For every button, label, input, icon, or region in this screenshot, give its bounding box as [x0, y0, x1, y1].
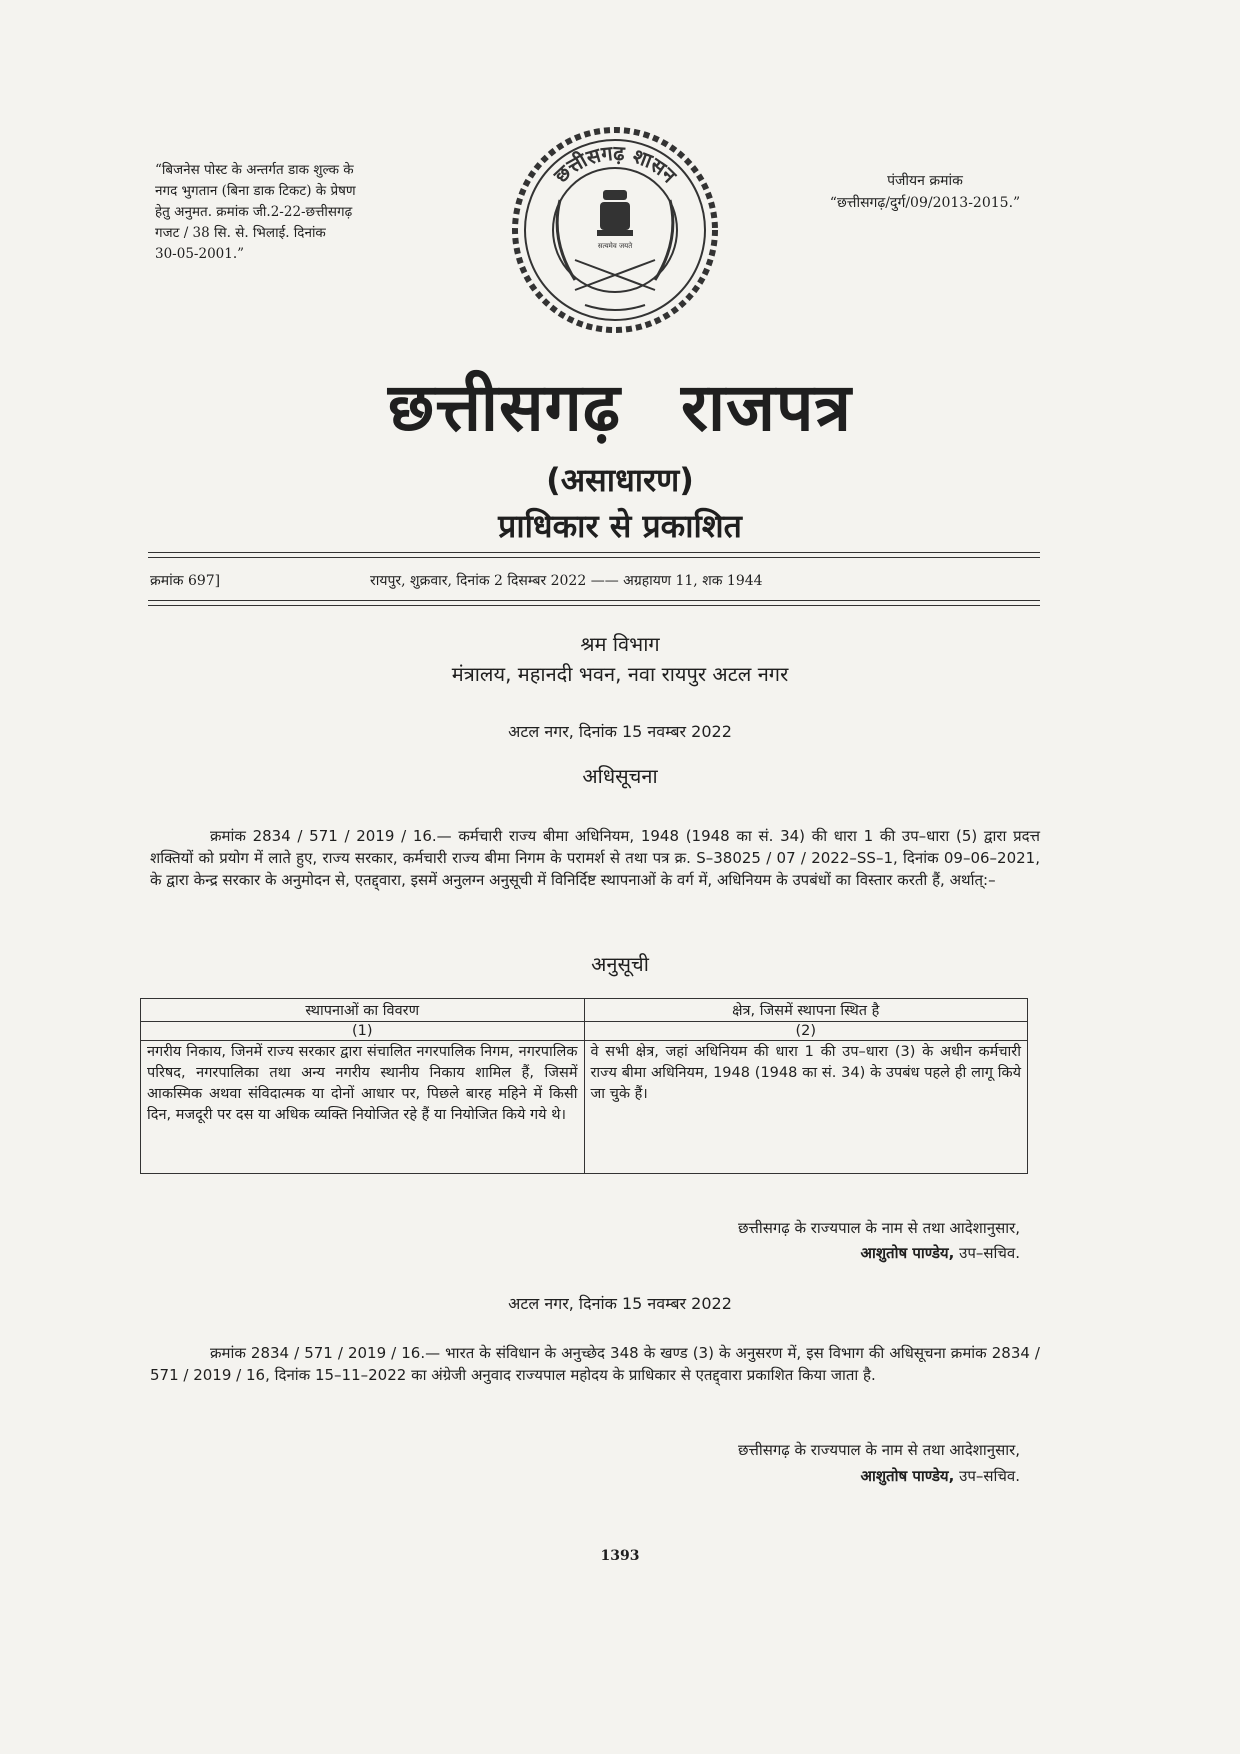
signatory — [560, 1243, 1020, 1263]
postal-note — [155, 160, 405, 265]
notice2-paragraph: क्रमांक 2834 / 571 / 2019 / 16.— भारत के संविधान के अनुच्छेद 348 के खण्ड (3) के अनुसरण में, इस विभाग की अधिसूचना क्रमांक 2834 / 571 / 2019 / 16, दिनांक 15–11–2022 का अंग्रेजी अनुवाद राज्यपाल महोदय के प्राधिकार से एतद्द्वारा प्रकाशित किया जाता है. — [150, 1344, 1040, 1384]
schedule-table — [140, 998, 1028, 1174]
signatory-name: आशुतोष पाण्डेय, — [860, 1244, 955, 1262]
table-header: स्थापनाओं का विवरण — [141, 999, 585, 1022]
issue-number: क्रमांक 697] — [150, 573, 221, 589]
table-row — [141, 1022, 1028, 1041]
emblem-motto: सत्यमेव जयते — [597, 242, 633, 250]
signature-line: छत्तीसगढ़ के राज्यपाल के नाम से तथा आदेशानुसार, — [737, 1219, 1020, 1237]
published-by: प्राधिकार से प्रकाशित — [498, 507, 742, 545]
divider — [148, 605, 1040, 606]
column-number: (1) — [141, 1022, 585, 1041]
postal-note-line: “बिजनेस पोस्ट के अन्तर्गत डाक शुल्क के — [155, 162, 354, 178]
svg-text:छत्तीसगढ़ शासन — [548, 141, 682, 188]
notice2-date: अटल नगर, दिनांक 15 नवम्बर 2022 — [508, 1294, 732, 1313]
signatory-title: उप–सचिव. — [954, 1467, 1020, 1485]
registration-label: पंजीयन क्रमांक — [887, 173, 963, 189]
divider — [148, 600, 1040, 601]
column-number: (2) — [584, 1022, 1028, 1041]
gazette-title-part2: राजपत्र — [680, 369, 852, 446]
department-address: मंत्रालय, महानदी भवन, नवा रायपुर अटल नगर — [451, 662, 789, 686]
notice-paragraph: क्रमांक 2834 / 571 / 2019 / 16.— कर्मचारी राज्य बीमा अधिनियम, 1948 (1948 का सं. 34) की धारा 1 की उप–धारा (5) द्वारा प्रदत्त शक्तियों को प्रयोग में लाते हुए, राज्य सरकार, कर्मचारी राज्य बीमा निगम के परामर्श से तथा पत्र क्र. S–38025 / 07 / 2022–SS–1, दिनांक 09–06–2021, के द्वारा केन्द्र सरकार के अनुमोदन से, एतद्द्वारा, इसमें अनुलग्न अनुसूची में विनिर्दिष्ट स्थापनाओं के वर्ग में, अधिनियम के उपबंधों का विस्तार करती हैं, अर्थात्:– — [150, 827, 1040, 889]
table-header: क्षेत्र, जिसमें स्थापना स्थित है — [584, 999, 1028, 1022]
page-number: 1393 — [600, 1548, 640, 1564]
postal-note-line: 30-05-2001.” — [155, 246, 245, 262]
registration-number: “छत्तीसगढ़/दुर्ग/09/2013-2015.” — [829, 195, 1021, 211]
gazette-title-part1: छत्तीसगढ़ — [388, 369, 621, 446]
divider — [148, 552, 1040, 553]
table-row — [141, 1041, 1028, 1174]
postal-note-line: गजट / 38 सि. से. भिलाई. दिनांक — [155, 225, 326, 241]
signatory-title: उप–सचिव. — [954, 1244, 1020, 1262]
schedule-heading: अनुसूची — [591, 952, 649, 976]
emblem-top-text: छत्तीसगढ़ शासन — [548, 140, 682, 188]
issue-date: रायपुर, शुक्रवार, दिनांक 2 दिसम्बर 2022 —— अग्रहायण 11, शक 1944 — [370, 573, 763, 589]
signature-line: छत्तीसगढ़ के राज्यपाल के नाम से तथा आदेशानुसार, — [737, 1441, 1020, 1459]
table-cell: नगरीय निकाय, जिनमें राज्य सरकार द्वारा संचालित नगरपालिक निगम, नगरपालिक परिषद, नगरपालिका तथा अन्य नगरीय स्थानीय निकाय शामिल हैं, जिसमें आकस्मिक अथवा संविदात्मक या दोनों आधार पर, पिछले बारह महिने में किसी दिन, मजदूरी पर दस या अधिक व्यक्ति नियोजित रहे हैं या नियोजित किये गये थे। — [141, 1041, 585, 1174]
signatory — [560, 1466, 1020, 1486]
gazette-title — [0, 360, 1240, 450]
divider — [148, 557, 1040, 558]
postal-note-line: हेतु अनुमत. क्रमांक जी.2-22-छत्तीसगढ़ — [155, 204, 353, 220]
notice-date: अटल नगर, दिनांक 15 नवम्बर 2022 — [508, 722, 732, 741]
postal-note-line: नगद भुगतान (बिना डाक टिकट) के प्रेषण — [155, 183, 356, 199]
registration-block — [790, 170, 1060, 214]
signatory-name: आशुतोष पाण्डेय, — [860, 1467, 955, 1485]
gazette-subtitle: (असाधारण) — [546, 461, 694, 499]
notice-heading: अधिसूचना — [582, 764, 658, 788]
table-cell: वे सभी क्षेत्र, जहां अधिनियम की धारा 1 की उप–धारा (3) के अधीन कर्मचारी राज्य बीमा अधिनियम, 1948 (1948 का सं. 34) के उपबंध पहले ही लागू किये जा चुके हैं। — [584, 1041, 1028, 1174]
department: श्रम विभाग — [580, 632, 660, 656]
table-row — [141, 999, 1028, 1022]
state-emblem-icon — [505, 120, 725, 340]
